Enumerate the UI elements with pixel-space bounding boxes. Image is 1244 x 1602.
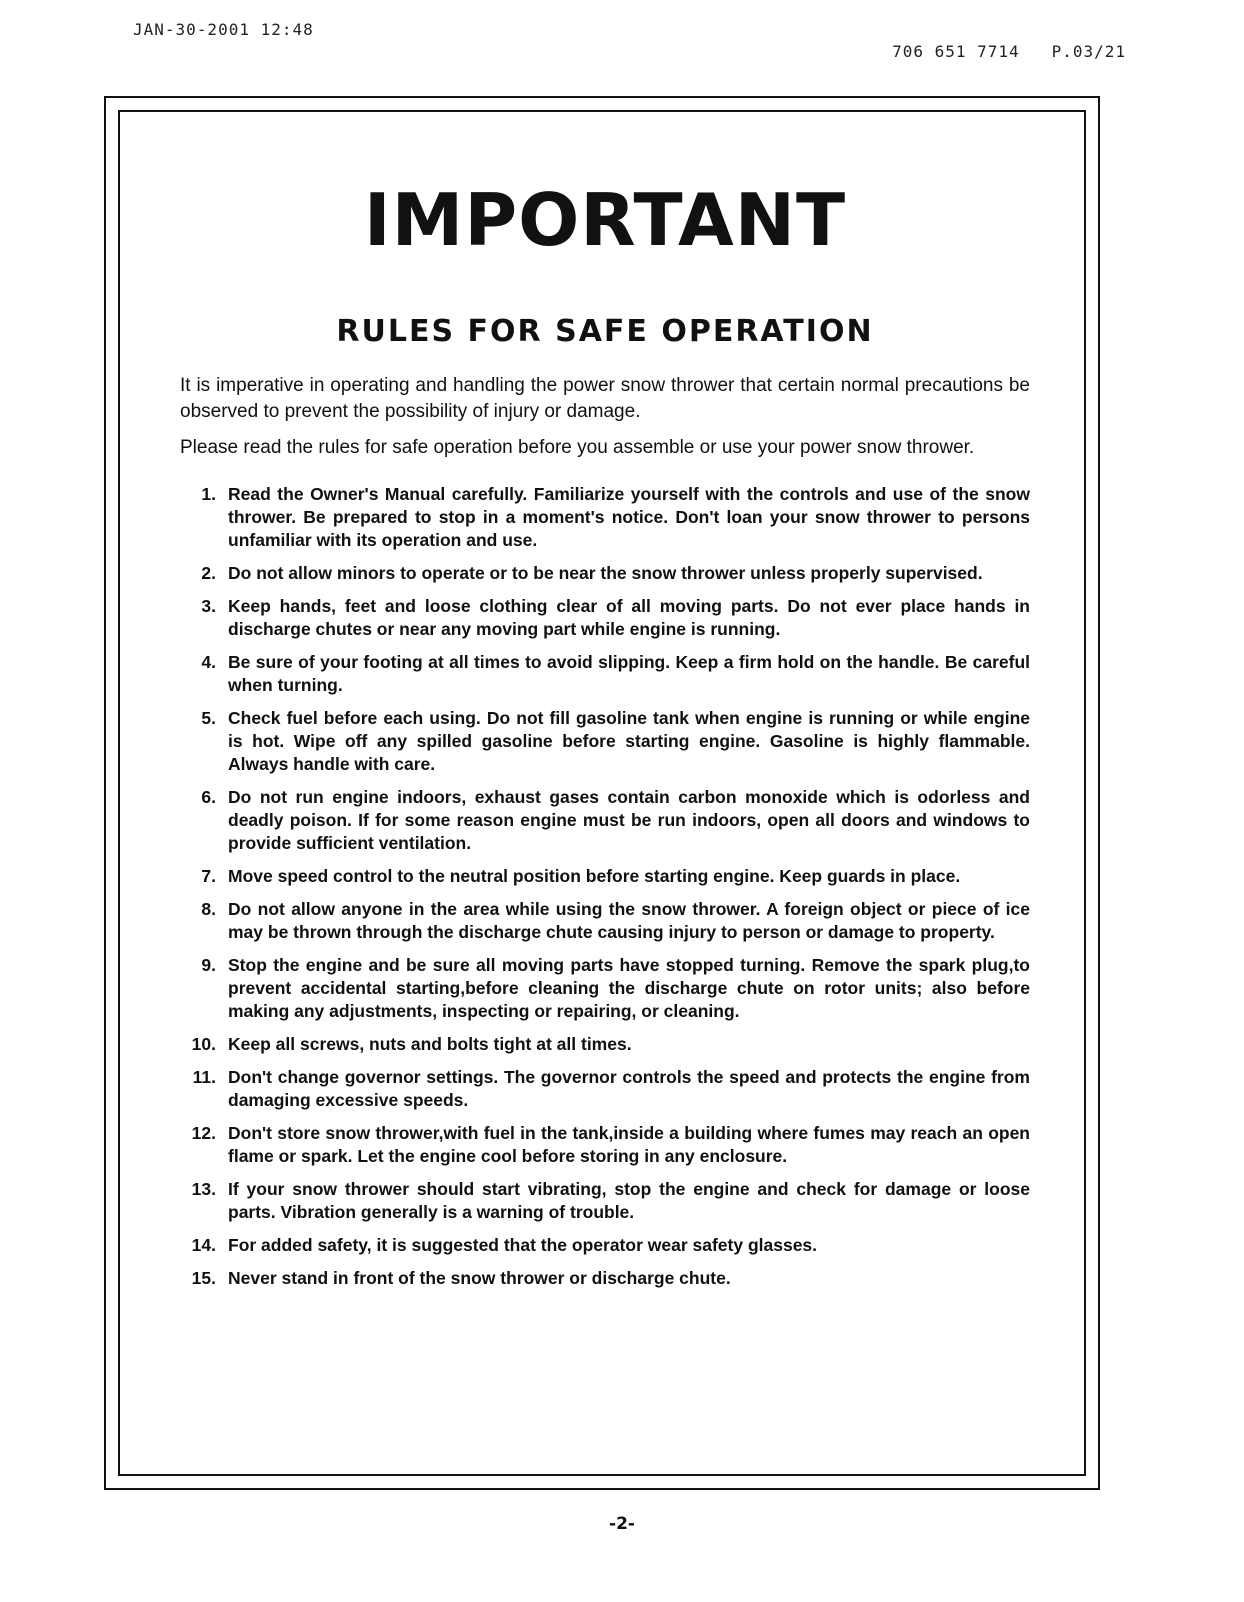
- rule-item: [180, 786, 1030, 855]
- rule-item: [180, 483, 1030, 552]
- rule-item: [180, 1178, 1030, 1224]
- rule-number: 15.: [191, 1268, 216, 1288]
- rule-number: 5.: [201, 708, 216, 728]
- rule-number: 3.: [201, 596, 216, 616]
- rule-text: Don't store snow thrower,with fuel in the tank,inside a building where fumes may reach an open flame or spark. Let the engine cool before storing in any enclosure.: [228, 1123, 1030, 1166]
- page-subtitle: RULES FOR SAFE OPERATION: [336, 314, 874, 349]
- rule-number: 12.: [191, 1123, 216, 1143]
- rule-text: If your snow thrower should start vibrating, stop the engine and check for damage or loose parts. Vibration generally is a warning of trouble.: [228, 1179, 1030, 1222]
- rule-number: 14.: [191, 1235, 216, 1255]
- rule-number: 10.: [191, 1034, 216, 1054]
- page-title: IMPORTANT: [363, 178, 847, 262]
- rule-text: Move speed control to the neutral position before starting engine. Keep guards in place.: [228, 866, 961, 886]
- rule-item: [180, 1066, 1030, 1112]
- intro-paragraph: It is imperative in operating and handling the power snow thrower that certain normal precautions be observed to prevent the possibility of injury or damage.: [180, 375, 1030, 422]
- rule-number: 2.: [201, 563, 216, 583]
- rule-item: [180, 1122, 1030, 1168]
- rule-text: Keep hands, feet and loose clothing clear of all moving parts. Do not ever place hands in discharge chutes or near any moving part while engine is running.: [228, 596, 1030, 639]
- rule-item: [180, 707, 1030, 776]
- rule-item: [180, 595, 1030, 641]
- rule-number: 1.: [201, 484, 216, 504]
- rules-list: [180, 483, 1030, 1290]
- rule-text: Check fuel before each using. Do not fill gasoline tank when engine is running or while engine is hot. Wipe off any spilled gasoline before starting engine. Gasoline is highly flammable. Always handle with care.: [228, 708, 1030, 774]
- rule-item: [180, 1267, 1030, 1290]
- page-number: -2-: [609, 1514, 635, 1534]
- rule-text: Do not allow minors to operate or to be near the snow thrower unless properly supervised.: [228, 563, 983, 583]
- fax-phone: 706 651 7714: [892, 42, 1020, 61]
- rule-number: 8.: [201, 899, 216, 919]
- rule-number: 7.: [201, 866, 216, 886]
- rule-text: Do not run engine indoors, exhaust gases contain carbon monoxide which is odorless and deadly poison. If for some reason engine must be run indoors, open all doors and windows to provide sufficient ventilation.: [228, 787, 1030, 853]
- fax-header-datetime: JAN-30-2001 12:48: [133, 20, 314, 39]
- rule-item: [180, 865, 1030, 888]
- rule-item: [180, 954, 1030, 1023]
- rule-text: Be sure of your footing at all times to avoid slipping. Keep a firm hold on the handle. Be careful when turning.: [228, 652, 1030, 695]
- rule-text: Read the Owner's Manual carefully. Familiarize yourself with the controls and use of the snow thrower. Be prepared to stop in a moment's notice. Don't loan your snow thrower to persons unfamiliar with its operation and use.: [228, 484, 1030, 550]
- fax-header-phone-page: [892, 42, 1126, 61]
- document-content: [180, 178, 1030, 1300]
- rule-number: 6.: [201, 787, 216, 807]
- rule-number: 4.: [201, 652, 216, 672]
- rule-number: 11.: [192, 1067, 216, 1087]
- rule-text: For added safety, it is suggested that the operator wear safety glasses.: [228, 1235, 818, 1255]
- rule-item: [180, 898, 1030, 944]
- rule-text: Keep all screws, nuts and bolts tight at all times.: [228, 1034, 632, 1054]
- rule-text: Don't change governor settings. The governor controls the speed and protects the engine from damaging excessive speeds.: [228, 1067, 1030, 1110]
- rule-item: [180, 562, 1030, 585]
- fax-page: P.03/21: [1051, 42, 1126, 61]
- rule-item: [180, 1033, 1030, 1056]
- rule-text: Never stand in front of the snow thrower or discharge chute.: [228, 1268, 731, 1288]
- intro-paragraph: Please read the rules for safe operation before you assemble or use your power snow thrower.: [180, 437, 975, 458]
- rule-number: 9.: [201, 955, 216, 975]
- rule-item: [180, 651, 1030, 697]
- rule-item: [180, 1234, 1030, 1257]
- rule-text: Stop the engine and be sure all moving parts have stopped turning. Remove the spark plug,to prevent accidental starting,before cleaning the discharge chute on rotor units; also before making any adjustments, inspecting or repairing, or cleaning.: [228, 955, 1030, 1021]
- rule-text: Do not allow anyone in the area while using the snow thrower. A foreign object or piece of ice may be thrown through the discharge chute causing injury to person or damage to property.: [228, 899, 1030, 942]
- rule-number: 13.: [191, 1179, 216, 1199]
